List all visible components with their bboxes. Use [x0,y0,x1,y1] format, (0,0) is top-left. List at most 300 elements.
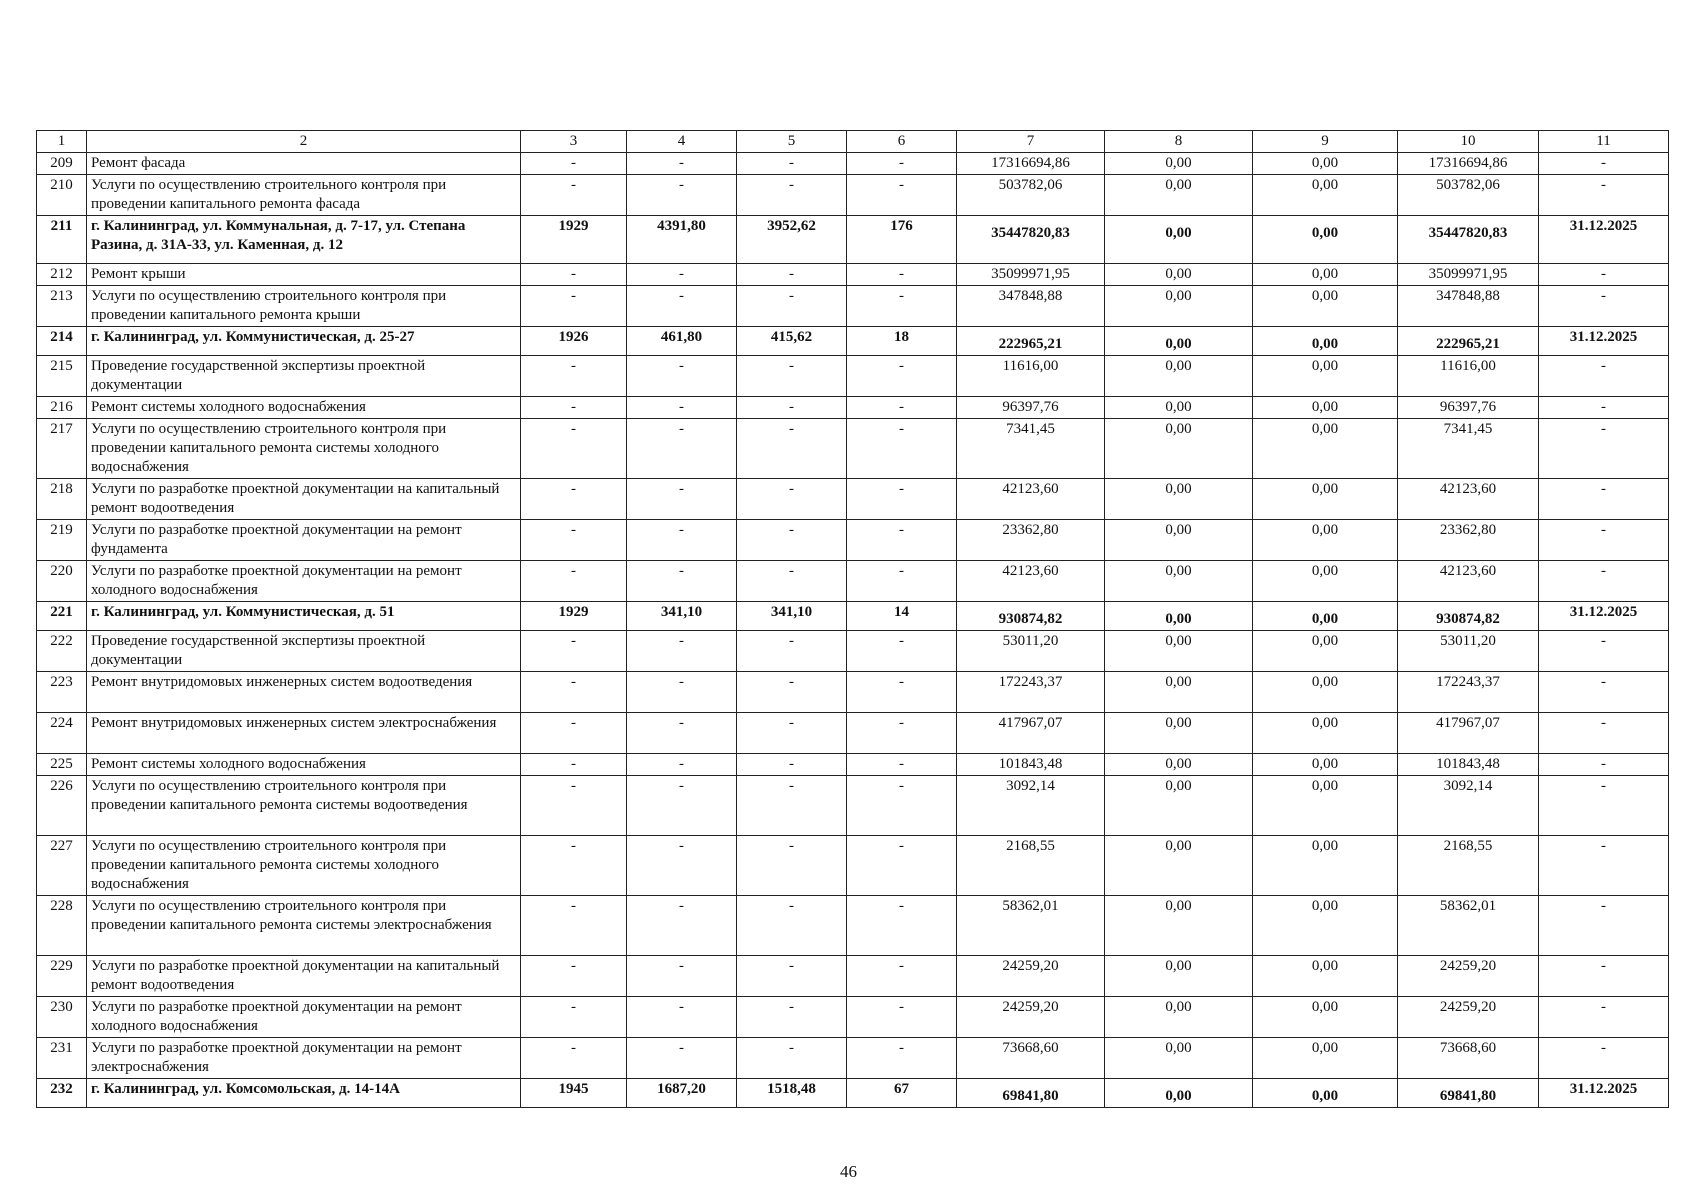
total-cost-cell: 96397,76 [957,397,1105,419]
total-cost-cell: 347848,88 [957,286,1105,327]
work-description-cell: Услуги по осуществлению строительного контроля при проведении капитального ремонта фасада [87,175,521,216]
work-description-cell: Ремонт внутридомовых инженерных систем электроснабжения [87,713,521,754]
total-cost-cell: 172243,37 [957,672,1105,713]
cost-col-10-cell: 7341,45 [1398,419,1539,479]
completion-date-cell: - [1539,153,1669,175]
year-built-cell: - [521,264,627,286]
total-area-cell: - [627,356,737,397]
residents-cell: 67 [847,1079,957,1108]
header-cell: 8 [1105,131,1253,153]
cost-col-10-cell: 42123,60 [1398,561,1539,602]
cost-col-8-cell: 0,00 [1105,175,1253,216]
total-cost-cell: 42123,60 [957,479,1105,520]
work-description-cell: Проведение государственной экспертизы проектной документации [87,356,521,397]
total-area-cell: - [627,520,737,561]
table-row [37,754,1669,776]
cost-col-10-cell: 2168,55 [1398,836,1539,896]
completion-date-cell: 31.12.2025 [1539,327,1669,356]
year-built-cell: 1926 [521,327,627,356]
total-area-cell: - [627,836,737,896]
row-number-cell: 219 [37,520,87,561]
living-area-cell: - [737,561,847,602]
cost-col-10-cell: 17316694,86 [1398,153,1539,175]
cost-col-8-cell: 0,00 [1105,286,1253,327]
cost-col-10-cell: 96397,76 [1398,397,1539,419]
cost-col-10-cell: 73668,60 [1398,1038,1539,1079]
table-row [37,175,1669,216]
total-area-cell: - [627,286,737,327]
header-cell: 3 [521,131,627,153]
year-built-cell: - [521,561,627,602]
year-built-cell: - [521,1038,627,1079]
residents-cell: - [847,1038,957,1079]
completion-date-cell: 31.12.2025 [1539,602,1669,631]
residents-cell: - [847,153,957,175]
table-row [37,479,1669,520]
total-cost-cell: 23362,80 [957,520,1105,561]
cost-col-9-cell: 0,00 [1253,754,1398,776]
cost-col-10-cell: 3092,14 [1398,776,1539,836]
row-number-cell: 218 [37,479,87,520]
cost-col-10-cell: 24259,20 [1398,997,1539,1038]
table-row [37,561,1669,602]
cost-col-10-cell: 69841,80 [1398,1079,1539,1108]
residents-cell: - [847,520,957,561]
living-area-cell: 3952,62 [737,216,847,264]
header-cell: 1 [37,131,87,153]
year-built-cell: - [521,754,627,776]
cost-col-8-cell: 0,00 [1105,896,1253,956]
total-area-cell: - [627,713,737,754]
total-cost-cell: 69841,80 [957,1079,1105,1108]
row-number-cell: 209 [37,153,87,175]
year-built-cell: - [521,956,627,997]
completion-date-cell: - [1539,1038,1669,1079]
cost-col-10-cell: 11616,00 [1398,356,1539,397]
cost-col-8-cell: 0,00 [1105,956,1253,997]
cost-col-10-cell: 930874,82 [1398,602,1539,631]
residents-cell: - [847,356,957,397]
living-area-cell: - [737,896,847,956]
row-number-cell: 227 [37,836,87,896]
row-number-cell: 228 [37,896,87,956]
table-row [37,397,1669,419]
table-row [37,997,1669,1038]
cost-col-8-cell: 0,00 [1105,672,1253,713]
header-cell: 2 [87,131,521,153]
cost-col-10-cell: 53011,20 [1398,631,1539,672]
year-built-cell: - [521,776,627,836]
header-cell: 4 [627,131,737,153]
year-built-cell: - [521,153,627,175]
row-number-cell: 226 [37,776,87,836]
living-area-cell: - [737,836,847,896]
living-area-cell: - [737,419,847,479]
total-cost-cell: 24259,20 [957,956,1105,997]
cost-col-8-cell: 0,00 [1105,327,1253,356]
cost-col-9-cell: 0,00 [1253,896,1398,956]
residents-cell: - [847,264,957,286]
residents-cell: - [847,419,957,479]
cost-col-9-cell: 0,00 [1253,286,1398,327]
completion-date-cell: 31.12.2025 [1539,1079,1669,1108]
residents-cell: 14 [847,602,957,631]
cost-col-9-cell: 0,00 [1253,216,1398,264]
residents-cell: 176 [847,216,957,264]
total-cost-cell: 58362,01 [957,896,1105,956]
work-description-cell: Услуги по осуществлению строительного контроля при проведении капитального ремонта системы водоотведения [87,776,521,836]
total-cost-cell: 53011,20 [957,631,1105,672]
work-description-cell: Ремонт системы холодного водоснабжения [87,754,521,776]
cost-col-8-cell: 0,00 [1105,216,1253,264]
cost-col-9-cell: 0,00 [1253,264,1398,286]
residents-cell: - [847,713,957,754]
cost-col-8-cell: 0,00 [1105,776,1253,836]
total-cost-cell: 35447820,83 [957,216,1105,264]
living-area-cell: - [737,1038,847,1079]
table-row [37,631,1669,672]
residents-cell: 18 [847,327,957,356]
cost-col-8-cell: 0,00 [1105,602,1253,631]
work-description-cell: Услуги по осуществлению строительного контроля при проведении капитального ремонта крыши [87,286,521,327]
completion-date-cell: - [1539,713,1669,754]
total-area-cell: - [627,997,737,1038]
year-built-cell: - [521,520,627,561]
living-area-cell: - [737,713,847,754]
table-row [37,520,1669,561]
work-description-cell: Услуги по разработке проектной документации на ремонт холодного водоснабжения [87,997,521,1038]
completion-date-cell: - [1539,419,1669,479]
cost-col-8-cell: 0,00 [1105,754,1253,776]
row-number-cell: 231 [37,1038,87,1079]
year-built-cell: - [521,836,627,896]
table-row [37,286,1669,327]
work-description-cell: г. Калининград, ул. Коммунистическая, д. 51 [87,602,521,631]
table-row [37,896,1669,956]
address-row [37,1079,1669,1108]
living-area-cell: - [737,956,847,997]
cost-col-8-cell: 0,00 [1105,397,1253,419]
header-cell: 5 [737,131,847,153]
completion-date-cell: - [1539,264,1669,286]
cost-col-8-cell: 0,00 [1105,520,1253,561]
cost-col-9-cell: 0,00 [1253,713,1398,754]
completion-date-cell: - [1539,631,1669,672]
total-area-cell: - [627,153,737,175]
cost-col-9-cell: 0,00 [1253,479,1398,520]
year-built-cell: - [521,419,627,479]
completion-date-cell: - [1539,672,1669,713]
work-description-cell: Услуги по осуществлению строительного контроля при проведении капитального ремонта системы холодного водоснабжения [87,836,521,896]
year-built-cell: - [521,356,627,397]
cost-col-8-cell: 0,00 [1105,479,1253,520]
row-number-cell: 230 [37,997,87,1038]
year-built-cell: - [521,397,627,419]
residents-cell: - [847,631,957,672]
completion-date-cell: - [1539,520,1669,561]
total-cost-cell: 417967,07 [957,713,1105,754]
cost-col-9-cell: 0,00 [1253,1038,1398,1079]
row-number-cell: 211 [37,216,87,264]
cost-col-9-cell: 0,00 [1253,520,1398,561]
total-cost-cell: 3092,14 [957,776,1105,836]
living-area-cell: 1518,48 [737,1079,847,1108]
completion-date-cell: - [1539,561,1669,602]
work-description-cell: Ремонт фасада [87,153,521,175]
total-area-cell: - [627,631,737,672]
completion-date-cell: - [1539,776,1669,836]
table-row [37,956,1669,997]
header-cell: 7 [957,131,1105,153]
page-number: 46 [840,1162,857,1181]
capital-repair-table [36,130,1669,1108]
residents-cell: - [847,754,957,776]
cost-col-8-cell: 0,00 [1105,264,1253,286]
table-row [37,836,1669,896]
residents-cell: - [847,175,957,216]
cost-col-8-cell: 0,00 [1105,153,1253,175]
document-table-container [36,130,1668,1108]
table-row [37,713,1669,754]
total-area-cell: - [627,264,737,286]
completion-date-cell: - [1539,397,1669,419]
cost-col-10-cell: 347848,88 [1398,286,1539,327]
residents-cell: - [847,672,957,713]
cost-col-8-cell: 0,00 [1105,356,1253,397]
cost-col-9-cell: 0,00 [1253,175,1398,216]
total-area-cell: - [627,956,737,997]
living-area-cell: - [737,479,847,520]
living-area-cell: - [737,754,847,776]
cost-col-9-cell: 0,00 [1253,776,1398,836]
table-row [37,672,1669,713]
cost-col-10-cell: 222965,21 [1398,327,1539,356]
cost-col-9-cell: 0,00 [1253,1079,1398,1108]
cost-col-8-cell: 0,00 [1105,997,1253,1038]
row-number-cell: 214 [37,327,87,356]
cost-col-8-cell: 0,00 [1105,713,1253,754]
row-number-cell: 212 [37,264,87,286]
work-description-cell: Услуги по разработке проектной документации на ремонт фундамента [87,520,521,561]
header-cell: 9 [1253,131,1398,153]
cost-col-8-cell: 0,00 [1105,1038,1253,1079]
living-area-cell: - [737,153,847,175]
total-area-cell: - [627,479,737,520]
completion-date-cell: - [1539,754,1669,776]
cost-col-8-cell: 0,00 [1105,836,1253,896]
year-built-cell: - [521,896,627,956]
living-area-cell: - [737,776,847,836]
total-area-cell: - [627,776,737,836]
year-built-cell: - [521,175,627,216]
work-description-cell: Услуги по разработке проектной документации на ремонт холодного водоснабжения [87,561,521,602]
year-built-cell: 1945 [521,1079,627,1108]
work-description-cell: г. Калининград, ул. Коммунистическая, д. 25-27 [87,327,521,356]
year-built-cell: - [521,479,627,520]
work-description-cell: г. Калининград, ул. Комсомольская, д. 14-14А [87,1079,521,1108]
completion-date-cell: - [1539,956,1669,997]
total-cost-cell: 7341,45 [957,419,1105,479]
residents-cell: - [847,479,957,520]
total-area-cell: 461,80 [627,327,737,356]
work-description-cell: Ремонт системы холодного водоснабжения [87,397,521,419]
total-area-cell: - [627,754,737,776]
living-area-cell: - [737,264,847,286]
year-built-cell: - [521,631,627,672]
work-description-cell: Ремонт внутридомовых инженерных систем водоотведения [87,672,521,713]
completion-date-cell: - [1539,479,1669,520]
work-description-cell: Услуги по осуществлению строительного контроля при проведении капитального ремонта системы холодного водоснабжения [87,419,521,479]
living-area-cell: 341,10 [737,602,847,631]
cost-col-10-cell: 58362,01 [1398,896,1539,956]
table-row [37,1038,1669,1079]
total-cost-cell: 101843,48 [957,754,1105,776]
cost-col-9-cell: 0,00 [1253,561,1398,602]
table-row [37,153,1669,175]
total-cost-cell: 503782,06 [957,175,1105,216]
cost-col-9-cell: 0,00 [1253,327,1398,356]
address-row [37,216,1669,264]
cost-col-10-cell: 101843,48 [1398,754,1539,776]
total-area-cell: - [627,419,737,479]
cost-col-10-cell: 23362,80 [1398,520,1539,561]
total-cost-cell: 930874,82 [957,602,1105,631]
total-cost-cell: 2168,55 [957,836,1105,896]
residents-cell: - [847,836,957,896]
row-number-cell: 215 [37,356,87,397]
total-area-cell: - [627,1038,737,1079]
residents-cell: - [847,286,957,327]
year-built-cell: 1929 [521,216,627,264]
residents-cell: - [847,956,957,997]
cost-col-9-cell: 0,00 [1253,631,1398,672]
header-row [37,131,1669,153]
total-cost-cell: 17316694,86 [957,153,1105,175]
cost-col-10-cell: 42123,60 [1398,479,1539,520]
table-row [37,356,1669,397]
year-built-cell: 1929 [521,602,627,631]
completion-date-cell: - [1539,997,1669,1038]
address-row [37,602,1669,631]
residents-cell: - [847,561,957,602]
row-number-cell: 223 [37,672,87,713]
cost-col-10-cell: 35099971,95 [1398,264,1539,286]
completion-date-cell: - [1539,286,1669,327]
total-area-cell: - [627,672,737,713]
total-area-cell: - [627,561,737,602]
work-description-cell: Услуги по осуществлению строительного контроля при проведении капитального ремонта системы электроснабжения [87,896,521,956]
cost-col-10-cell: 24259,20 [1398,956,1539,997]
cost-col-8-cell: 0,00 [1105,631,1253,672]
header-cell: 6 [847,131,957,153]
work-description-cell: г. Калининград, ул. Коммунальная, д. 7-17, ул. Степана Разина, д. 31А-33, ул. Каменная, д. 12 [87,216,521,264]
living-area-cell: - [737,175,847,216]
living-area-cell: - [737,520,847,561]
work-description-cell: Ремонт крыши [87,264,521,286]
living-area-cell: 415,62 [737,327,847,356]
residents-cell: - [847,896,957,956]
total-area-cell: 341,10 [627,602,737,631]
living-area-cell: - [737,286,847,327]
year-built-cell: - [521,286,627,327]
table-row [37,264,1669,286]
row-number-cell: 229 [37,956,87,997]
cost-col-10-cell: 417967,07 [1398,713,1539,754]
residents-cell: - [847,997,957,1038]
living-area-cell: - [737,672,847,713]
row-number-cell: 221 [37,602,87,631]
total-cost-cell: 24259,20 [957,997,1105,1038]
cost-col-10-cell: 503782,06 [1398,175,1539,216]
total-cost-cell: 73668,60 [957,1038,1105,1079]
cost-col-9-cell: 0,00 [1253,356,1398,397]
header-cell: 10 [1398,131,1539,153]
cost-col-8-cell: 0,00 [1105,561,1253,602]
cost-col-10-cell: 35447820,83 [1398,216,1539,264]
cost-col-9-cell: 0,00 [1253,672,1398,713]
living-area-cell: - [737,631,847,672]
residents-cell: - [847,397,957,419]
cost-col-9-cell: 0,00 [1253,419,1398,479]
cost-col-9-cell: 0,00 [1253,153,1398,175]
header-cell: 11 [1539,131,1669,153]
table-body [37,131,1669,1108]
row-number-cell: 216 [37,397,87,419]
living-area-cell: - [737,397,847,419]
cost-col-8-cell: 0,00 [1105,1079,1253,1108]
completion-date-cell: - [1539,836,1669,896]
row-number-cell: 213 [37,286,87,327]
total-area-cell: 1687,20 [627,1079,737,1108]
total-cost-cell: 222965,21 [957,327,1105,356]
total-cost-cell: 35099971,95 [957,264,1105,286]
row-number-cell: 217 [37,419,87,479]
completion-date-cell: - [1539,896,1669,956]
total-area-cell: - [627,397,737,419]
work-description-cell: Услуги по разработке проектной документации на ремонт электроснабжения [87,1038,521,1079]
total-area-cell: - [627,175,737,216]
cost-col-9-cell: 0,00 [1253,397,1398,419]
cost-col-9-cell: 0,00 [1253,997,1398,1038]
row-number-cell: 232 [37,1079,87,1108]
residents-cell: - [847,776,957,836]
cost-col-9-cell: 0,00 [1253,836,1398,896]
total-cost-cell: 42123,60 [957,561,1105,602]
work-description-cell: Услуги по разработке проектной документации на капитальный ремонт водоотведения [87,956,521,997]
living-area-cell: - [737,356,847,397]
work-description-cell: Проведение государственной экспертизы проектной документации [87,631,521,672]
table-row [37,776,1669,836]
total-cost-cell: 11616,00 [957,356,1105,397]
work-description-cell: Услуги по разработке проектной документации на капитальный ремонт водоотведения [87,479,521,520]
completion-date-cell: - [1539,175,1669,216]
row-number-cell: 222 [37,631,87,672]
address-row [37,327,1669,356]
year-built-cell: - [521,672,627,713]
total-area-cell: 4391,80 [627,216,737,264]
cost-col-9-cell: 0,00 [1253,956,1398,997]
total-area-cell: - [627,896,737,956]
completion-date-cell: 31.12.2025 [1539,216,1669,264]
completion-date-cell: - [1539,356,1669,397]
row-number-cell: 224 [37,713,87,754]
row-number-cell: 225 [37,754,87,776]
year-built-cell: - [521,713,627,754]
row-number-cell: 210 [37,175,87,216]
cost-col-8-cell: 0,00 [1105,419,1253,479]
cost-col-10-cell: 172243,37 [1398,672,1539,713]
cost-col-9-cell: 0,00 [1253,602,1398,631]
